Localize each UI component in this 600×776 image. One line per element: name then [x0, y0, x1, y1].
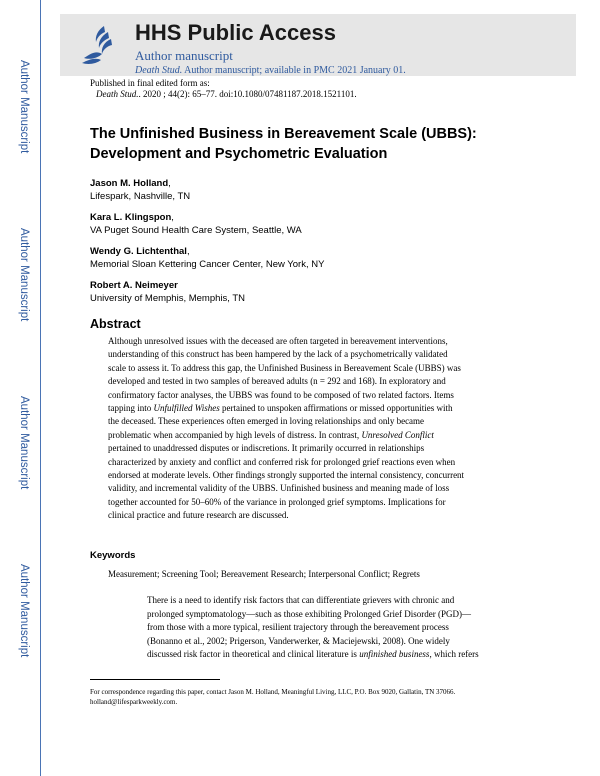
abstract-line: developed and tested in two samples of bereaved adults (n = 292 and 168). In exploratory and	[108, 376, 446, 387]
author-name: Jason M. Holland	[90, 178, 169, 189]
body-line: prolonged symptomatology—such as those exhibiting Prolonged Grief Disorder (PGD)—	[147, 608, 471, 619]
hhs-banner	[60, 14, 576, 76]
author-name: Wendy G. Lichtenthal	[90, 246, 187, 257]
author-entry: Jason M. Holland, Lifespark, Nashville, TN	[90, 177, 324, 203]
abstract-line: tapping into Unfulfilled Wishes pertained to unspoken affirmations or missed opportunities with	[108, 403, 453, 414]
body-line: There is a need to identify risk factors that can differentiate grievers with chronic and	[147, 595, 455, 605]
footnote-rule	[90, 679, 220, 680]
title-line: Development and Psychometric Evaluation	[90, 146, 388, 162]
keywords-heading: Keywords	[90, 550, 136, 561]
citation-line: Death Stud.. 2020 ; 44(2): 65–77. doi:10.1080/07481187.2018.1521101.	[96, 89, 357, 99]
body-paragraph	[147, 594, 577, 662]
abstract-line: problematic when accompanied by high levels of distress. In contrast, Unresolved Conflict	[108, 429, 434, 440]
author-affiliation: VA Puget Sound Health Care System, Seattle, WA	[90, 225, 302, 236]
abstract-line: scale to assess it. To address this gap, the Unfinished Business in Bereavement Scale (UBBS) was	[108, 362, 461, 373]
abstract-text	[108, 335, 518, 523]
term-unfinished-business: unfinished business	[359, 649, 430, 660]
abstract-line: the deceased. These experiences often emerged in loving relationships and only became	[108, 416, 425, 427]
author-affiliation: University of Memphis, Memphis, TN	[90, 293, 246, 304]
publication-note	[90, 78, 357, 100]
author-affiliation: Memorial Sloan Kettering Cancer Center, New York, NY	[90, 259, 325, 270]
term-unfulfilled-wishes: Unfulfilled Wishes	[153, 403, 220, 414]
banner-availability-line	[135, 65, 406, 76]
banner-title: HHS Public Access	[135, 20, 336, 45]
margin-rule	[40, 0, 41, 776]
term-unresolved-conflict: Unresolved Conflict	[361, 429, 434, 440]
margin-label-author-manuscript: Author Manuscript	[18, 228, 30, 322]
banner-availability: Author manuscript; available in PMC 2021 January 01.	[184, 65, 406, 76]
published-label: Published in final edited form as:	[90, 78, 210, 88]
correspondence-footnote	[90, 687, 455, 707]
footnote-line: holland@lifesparkweekly.com.	[90, 698, 178, 706]
abstract-line: characterized by anxiety and conflict and conferred risk for prolonged grief reactions even when	[108, 456, 456, 467]
author-entry	[90, 279, 324, 305]
banner-subtitle: Author manuscript	[135, 48, 233, 63]
hhs-eagle-logo-icon	[78, 20, 118, 70]
body-line: discussed risk factor in theoretical and clinical literature is unfinished business, which refers	[147, 649, 479, 660]
abstract-line: endorsed at moderate levels. Other findings strongly supported the internal consistency, concurrent	[108, 470, 465, 481]
title-line: The Unfinished Business in Bereavement Scale (UBBS):	[90, 126, 477, 142]
abstract-line: pertained to unaddressed disputes or indiscretions. It primarily occurred in relationships	[108, 443, 425, 454]
abstract-line: Although unresolved issues with the deceased are often targeted in bereavement interventions,	[108, 336, 448, 346]
author-list	[90, 177, 324, 313]
margin-label-author-manuscript: Author Manuscript	[18, 564, 30, 658]
citation-details: 2020 ; 44(2): 65–77. doi:10.1080/07481187.2018.1521101.	[143, 89, 357, 99]
abstract-line: clinical practice and future research are discussed.	[108, 510, 289, 521]
author-entry: Kara L. Klingspon, VA Puget Sound Health Care System, Seattle, WA	[90, 211, 324, 237]
abstract-line: validity, and incremental validity of the UBBS. Unfinished business and meaning made of loss	[108, 483, 450, 494]
body-line: (Bonanno et al., 2002; Prigerson, Vanderwerker, & Maciejewski, 2008). One widely	[147, 635, 450, 646]
keywords-text: Measurement; Screening Tool; Bereavement Research; Interpersonal Conflict; Regrets	[108, 569, 420, 579]
author-name: Kara L. Klingspon	[90, 212, 172, 223]
article-title	[90, 124, 570, 164]
author-entry: Wendy G. Lichtenthal, Memorial Sloan Kettering Cancer Center, New York, NY	[90, 246, 325, 270]
abstract-line: understanding of this construct has been hampered by the lack of a psychometrically validated	[108, 349, 448, 360]
abstract-heading: Abstract	[90, 317, 141, 331]
margin-label-author-manuscript: Author Manuscript	[18, 60, 30, 154]
author-affiliation: Lifespark, Nashville, TN	[90, 191, 191, 202]
abstract-line: together accounted for 50–60% of the variance in prolonged grief symptoms. Implications for	[108, 496, 446, 507]
banner-journal: Death Stud.	[135, 65, 183, 76]
margin-label-author-manuscript: Author Manuscript	[18, 396, 30, 490]
citation-journal: Death Stud.	[96, 89, 139, 99]
abstract-line: confirmatory factor analyses, the UBBS was found to be composed of two related factors. Items	[108, 389, 454, 400]
footnote-line: For correspondence regarding this paper, contact Jason M. Holland, Meaningful Living, LLC, P.O. Box 9020, Gallatin, TN 37066.	[90, 688, 456, 696]
author-name: Robert A. Neimeyer	[90, 280, 178, 291]
body-line: from those with a more typical, resilient trajectory through the bereavement process	[147, 622, 449, 633]
